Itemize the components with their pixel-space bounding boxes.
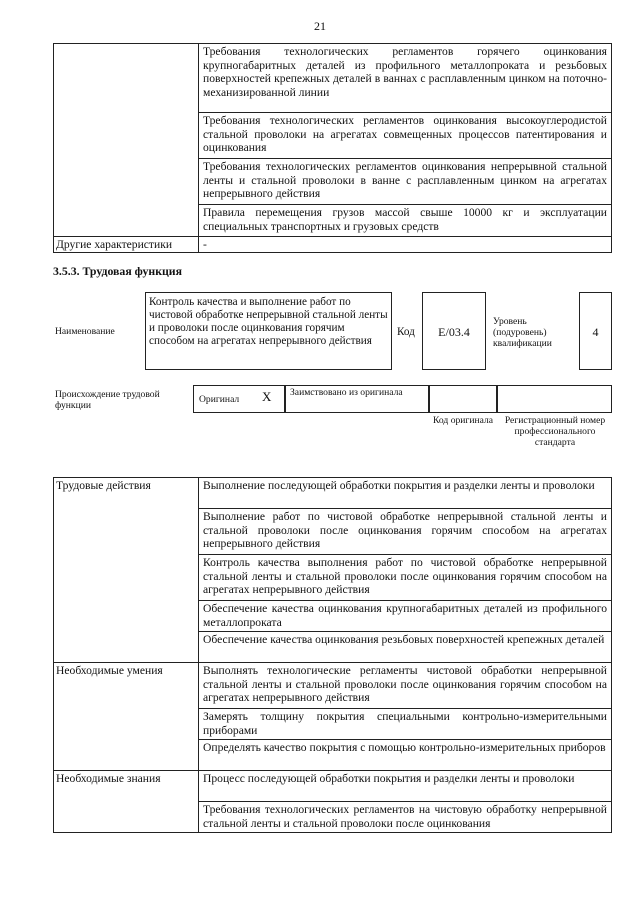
function-name-box [145,292,392,370]
table-row [54,44,612,113]
code-value: E/03.4 [438,325,470,339]
borrowed-box [285,385,429,413]
labor-function-table [53,477,612,833]
original-mark: X [262,389,272,404]
level-value-box [579,292,612,370]
origin-label: Происхождение трудовой функции [55,389,160,411]
table-cell: Правила перемещения грузов массой свыше 10000 кг и эксплуатации специальных транспортных и грузовых средств [199,205,612,237]
group-label: Трудовые действия [54,478,199,663]
code-original-caption: Код оригинала [432,415,494,426]
table-cell: Выполнять технологические регламенты чистовой обработки непрерывной стальной ленты и стальной проволоки после оцинкования горячим способом на агрегатах непрерывного действия [199,663,612,709]
table-cell: Определять качество покрытия с помощью контрольно-измерительных приборов [199,740,612,771]
function-name-value: Контроль качества и выполнение работ по чистовой обработке непрерывной стальной ленты и проволоки после оцинкования горячим способом на агрегатах непрерывного действия [149,296,388,347]
table-cell: Требования технологических регламентов оцинкования высокоуглеродистой стальной проволоки на агрегатах совмещенных процессов патентирования и оцинкования [199,113,612,159]
table-cell: - [199,237,612,253]
table-cell-label: Другие характеристики [54,237,199,253]
requirements-table [53,43,612,253]
table-cell: Требования технологических регламентов горячего оцинкования крупногабаритных деталей из профильного металлопроката и резьбовых поверхностей крепежных деталей в ваннах с расплавленным цинком на поточно-механизированной линии [199,44,612,113]
table-cell: Процесс последующей обработки покрытия и разделки ленты и проволоки [199,771,612,802]
table-cell: Контроль качества выполнения работ по чистовой обработке непрерывной стальной ленты и стальной проволоки после оцинкования горячим способом на агрегатах непрерывного действия [199,555,612,601]
original-box [193,385,285,413]
table-cell-empty [54,44,199,237]
table-cell: Замерять толщину покрытия специальными контрольно-измерительными приборами [199,709,612,740]
section-heading: 3.5.3. Трудовая функция [53,264,182,278]
code-value-box [422,292,486,370]
table-row [54,663,612,709]
code-label: Код [397,326,415,338]
table-cell: Выполнение работ по чистовой обработке непрерывной стальной ленты и стальной проволоки после оцинкования горячим способом на агрегатах непрерывного действия [199,509,612,555]
table-cell: Обеспечение качества оцинкования крупногабаритных деталей из профильного металлопроката [199,601,612,632]
reg-number-box [497,385,612,413]
code-original-box [429,385,497,413]
table-cell: Требования технологических регламентов на чистовую обработку непрерывной стальной ленты и стальной проволоки после оцинкования [199,802,612,833]
group-label: Необходимые знания [54,771,199,833]
borrowed-label: Заимствовано из оригинала [290,387,403,398]
table-row [54,237,612,253]
group-label: Необходимые умения [54,663,199,771]
level-value: 4 [592,325,599,339]
table-cell: Выполнение последующей обработки покрытия и разделки ленты и проволоки [199,478,612,509]
reg-number-caption: Регистрационный номер профессионального стандарта [504,415,606,448]
table-row [54,771,612,802]
table-row [54,478,612,509]
name-label: Наименование [55,326,115,337]
original-label: Оригинал [199,394,240,405]
table-cell: Требования технологических регламентов оцинкования непрерывной стальной ленты и стальной проволоки в ванне с расплавленным цинком на агрегатах непрерывного действия [199,159,612,205]
level-label: Уровень (подуровень) квалификации [493,316,552,349]
table-cell: Обеспечение качества оцинкования резьбовых поверхностей крепежных деталей [199,632,612,663]
page-number: 21 [314,19,326,33]
